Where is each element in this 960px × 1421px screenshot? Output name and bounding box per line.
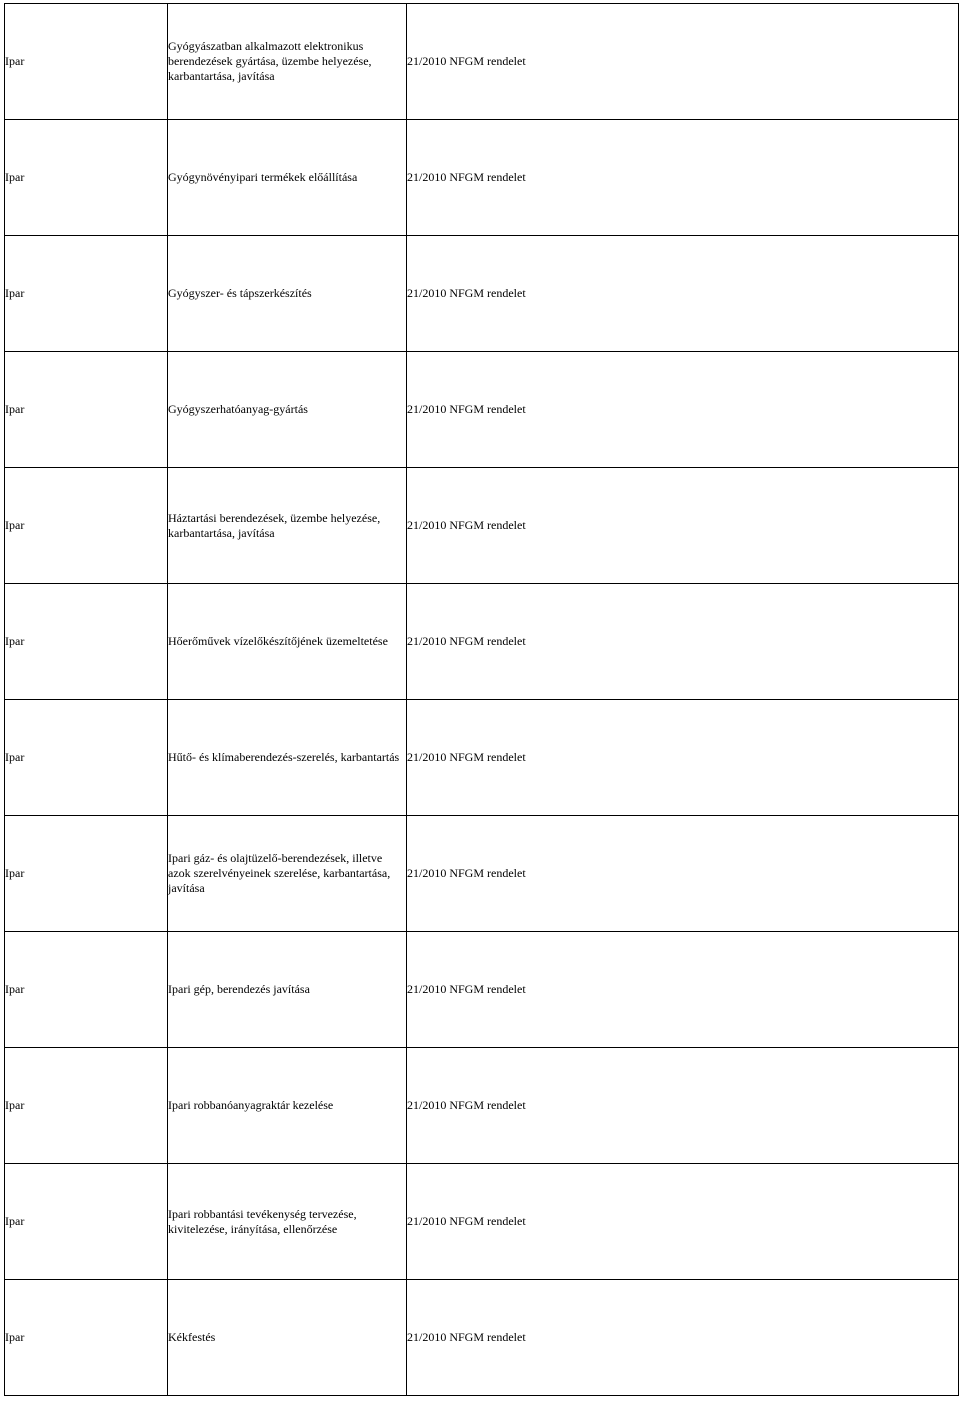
regulation-cell: 21/2010 NFGM rendelet bbox=[407, 4, 959, 120]
sector-cell: Ipar bbox=[5, 1164, 168, 1280]
table-row bbox=[5, 816, 959, 932]
regulation-table bbox=[4, 3, 959, 1396]
regulation-cell: 21/2010 NFGM rendelet bbox=[407, 120, 959, 236]
table-row bbox=[5, 1280, 959, 1396]
sector-cell: Ipar bbox=[5, 468, 168, 584]
activity-cell: Kékfestés bbox=[168, 1280, 407, 1396]
table-row bbox=[5, 932, 959, 1048]
regulation-cell: 21/2010 NFGM rendelet bbox=[407, 468, 959, 584]
sector-cell: Ipar bbox=[5, 700, 168, 816]
regulation-cell: 21/2010 NFGM rendelet bbox=[407, 1164, 959, 1280]
table-row bbox=[5, 1164, 959, 1280]
table-body bbox=[5, 4, 959, 1396]
sector-cell: Ipar bbox=[5, 352, 168, 468]
table-row bbox=[5, 468, 959, 584]
table-row bbox=[5, 700, 959, 816]
activity-cell: Ipari gáz- és olajtüzelő-berendezések, illetve azok szerelvényeinek szerelése, karbantartása, javítása bbox=[168, 816, 407, 932]
regulation-cell: 21/2010 NFGM rendelet bbox=[407, 1048, 959, 1164]
table-row bbox=[5, 1048, 959, 1164]
table-row bbox=[5, 4, 959, 120]
table-row bbox=[5, 120, 959, 236]
activity-cell: Ipari robbanóanyagraktár kezelése bbox=[168, 1048, 407, 1164]
sector-cell: Ipar bbox=[5, 584, 168, 700]
activity-cell: Gyógyszer- és tápszerkészítés bbox=[168, 236, 407, 352]
activity-cell: Hőerőművek vízelőkészítőjének üzemeltetése bbox=[168, 584, 407, 700]
regulation-cell: 21/2010 NFGM rendelet bbox=[407, 932, 959, 1048]
regulation-cell: 21/2010 NFGM rendelet bbox=[407, 236, 959, 352]
regulation-cell: 21/2010 NFGM rendelet bbox=[407, 816, 959, 932]
regulation-cell: 21/2010 NFGM rendelet bbox=[407, 352, 959, 468]
activity-cell: Ipari gép, berendezés javítása bbox=[168, 932, 407, 1048]
activity-cell: Gyógyszerhatóanyag-gyártás bbox=[168, 352, 407, 468]
regulation-cell: 21/2010 NFGM rendelet bbox=[407, 584, 959, 700]
sector-cell: Ipar bbox=[5, 1280, 168, 1396]
table-row bbox=[5, 584, 959, 700]
activity-cell: Gyógynövényipari termékek előállítása bbox=[168, 120, 407, 236]
sector-cell: Ipar bbox=[5, 932, 168, 1048]
activity-cell: Hűtő- és klímaberendezés-szerelés, karbantartás bbox=[168, 700, 407, 816]
sector-cell: Ipar bbox=[5, 816, 168, 932]
table-row bbox=[5, 352, 959, 468]
sector-cell: Ipar bbox=[5, 120, 168, 236]
table-row bbox=[5, 236, 959, 352]
regulation-cell: 21/2010 NFGM rendelet bbox=[407, 700, 959, 816]
sector-cell: Ipar bbox=[5, 1048, 168, 1164]
activity-cell: Gyógyászatban alkalmazott elektronikus berendezések gyártása, üzembe helyezése, karbantartása, javítása bbox=[168, 4, 407, 120]
sector-cell: Ipar bbox=[5, 4, 168, 120]
activity-cell: Ipari robbantási tevékenység tervezése, kivitelezése, irányítása, ellenőrzése bbox=[168, 1164, 407, 1280]
regulation-cell: 21/2010 NFGM rendelet bbox=[407, 1280, 959, 1396]
sector-cell: Ipar bbox=[5, 236, 168, 352]
activity-cell: Háztartási berendezések, üzembe helyezése, karbantartása, javítása bbox=[168, 468, 407, 584]
